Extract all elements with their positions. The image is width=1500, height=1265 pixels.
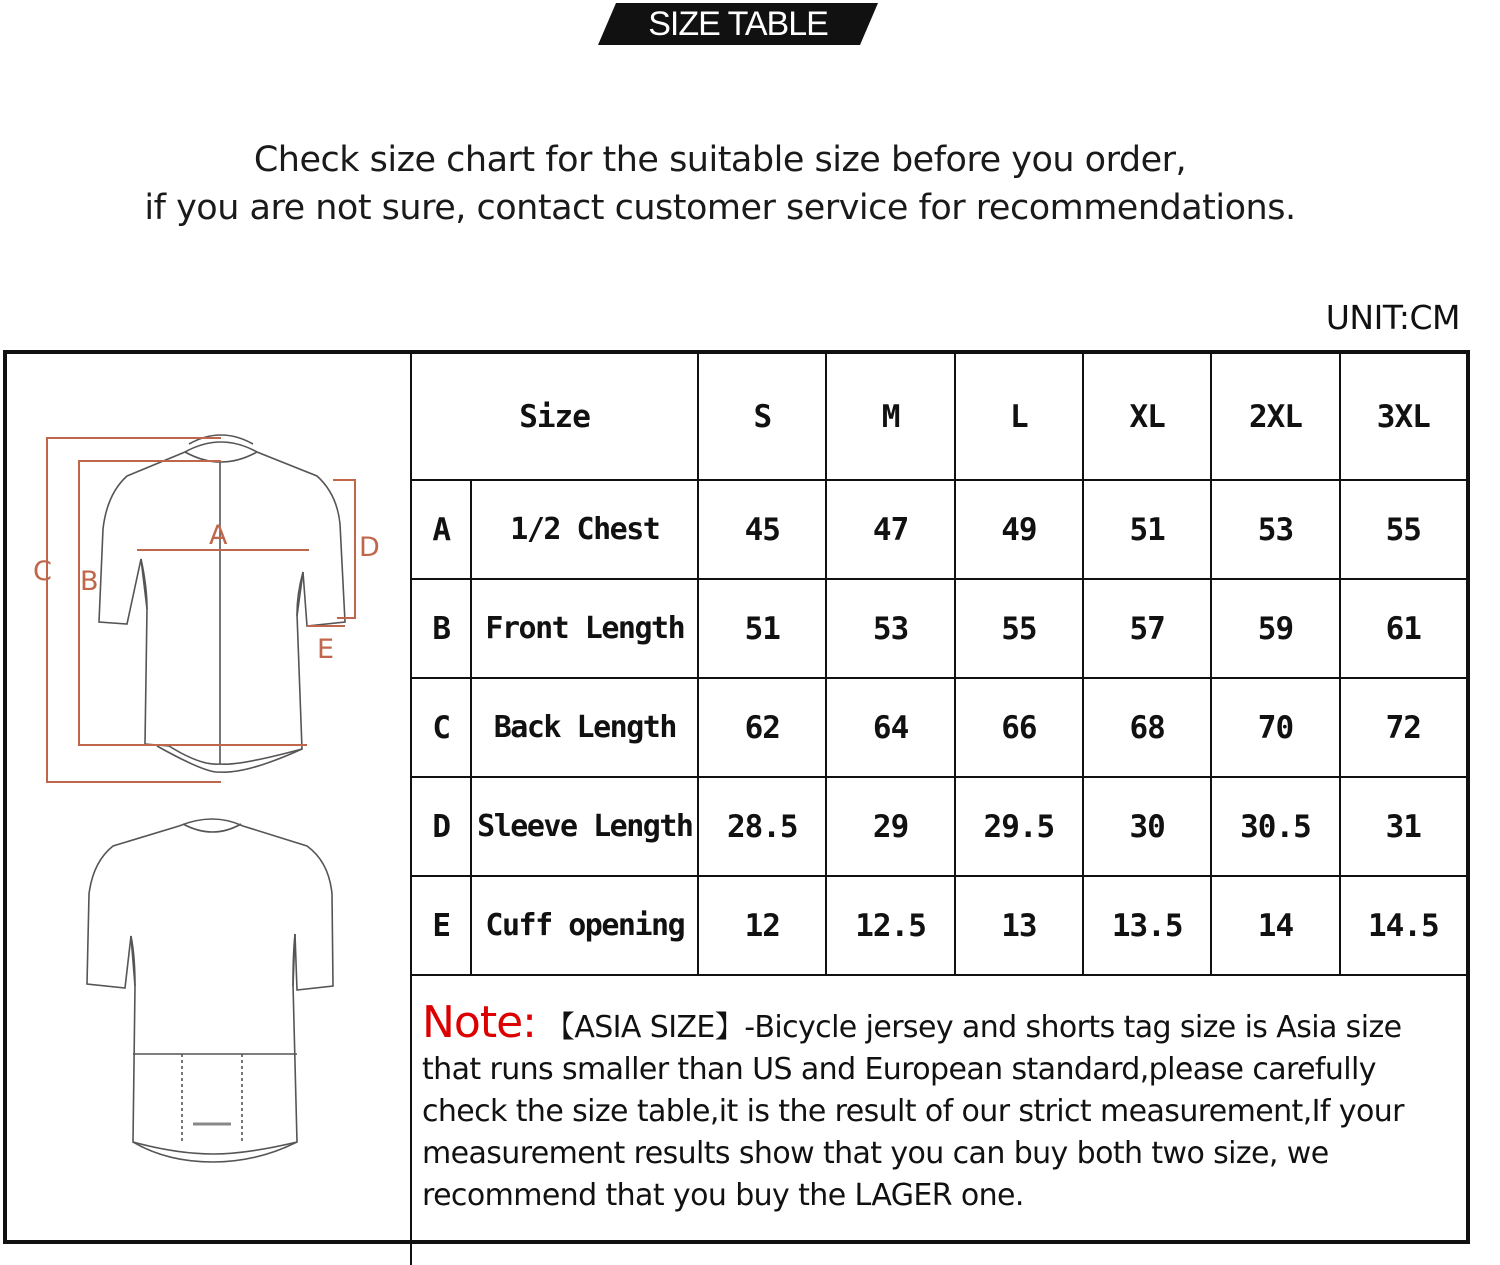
table-cell: 57 [1083,579,1211,678]
unit-label: UNIT:CM [1325,298,1460,337]
row-name: 1/2 Chest [471,480,698,579]
header-m: M [826,354,954,480]
row-name: Sleeve Length [471,777,698,876]
jersey-diagram [7,354,410,1240]
table-cell: 53 [1211,480,1339,579]
row-code: B [411,579,471,678]
intro-line-1: Check size chart for the suitable size before you order, [253,140,1187,180]
row-name: Front Length [471,579,698,678]
size-table [410,354,1466,1265]
measurement-lines [47,438,355,782]
table-cell: 31 [1340,777,1466,876]
note-label: Note: [422,997,536,1048]
table-row [411,876,1466,975]
table-row [411,480,1466,579]
table-cell: 49 [955,480,1083,579]
row-name: Cuff opening [471,876,698,975]
table-cell: 14 [1211,876,1339,975]
size-table-banner [598,3,878,45]
table-cell: 55 [955,579,1083,678]
table-cell: 14.5 [1340,876,1466,975]
row-code: A [411,480,471,579]
row-code: C [411,678,471,777]
table-cell: 55 [1340,480,1466,579]
label-d: D [359,532,380,563]
table-cell: 61 [1340,579,1466,678]
table-cell: 29.5 [955,777,1083,876]
table-row [411,678,1466,777]
table-cell: 72 [1340,678,1466,777]
table-cell: 13.5 [1083,876,1211,975]
label-a: A [209,520,228,551]
row-name: Back Length [471,678,698,777]
table-cell: 12.5 [826,876,954,975]
table-cell: 66 [955,678,1083,777]
table-cell: 51 [698,579,826,678]
table-cell: 51 [1083,480,1211,579]
banner-title: SIZE TABLE [648,5,828,43]
note-row [411,975,1466,1265]
table-cell: 29 [826,777,954,876]
table-cell: 68 [1083,678,1211,777]
header-2xl: 2XL [1211,354,1339,480]
note-text: 【ASIA SIZE】-Bicycle jersey and shorts tag size is Asia size that runs smaller than US and European standard,please carefully check the size table,it is the result of our strict measurement,If your measurement results show that you can buy both two size, we recommend that you buy the LAGER one. [422,1010,1404,1213]
label-b: B [80,566,99,597]
jersey-front-icon [99,435,345,772]
table-cell: 13 [955,876,1083,975]
table-cell: 64 [826,678,954,777]
size-chart-frame [3,350,1470,1244]
table-cell: 28.5 [698,777,826,876]
table-cell: 30.5 [1211,777,1339,876]
header-xl: XL [1083,354,1211,480]
table-cell: 59 [1211,579,1339,678]
table-cell: 30 [1083,777,1211,876]
table-row [411,777,1466,876]
intro-line-2: if you are not sure, contact customer service for recommendations. [144,188,1296,228]
header-3xl: 3XL [1340,354,1466,480]
header-size: Size [411,354,698,480]
table-cell: 45 [698,480,826,579]
table-cell: 53 [826,579,954,678]
table-row [411,579,1466,678]
label-c: C [33,556,52,587]
table-cell: 12 [698,876,826,975]
table-cell: 70 [1211,678,1339,777]
header-l: L [955,354,1083,480]
row-code: D [411,777,471,876]
label-e: E [317,634,335,665]
header-s: S [698,354,826,480]
row-code: E [411,876,471,975]
note-cell [411,975,1466,1265]
table-cell: 47 [826,480,954,579]
jersey-back-icon [87,819,333,1162]
table-header-row [411,354,1466,480]
table-cell: 62 [698,678,826,777]
